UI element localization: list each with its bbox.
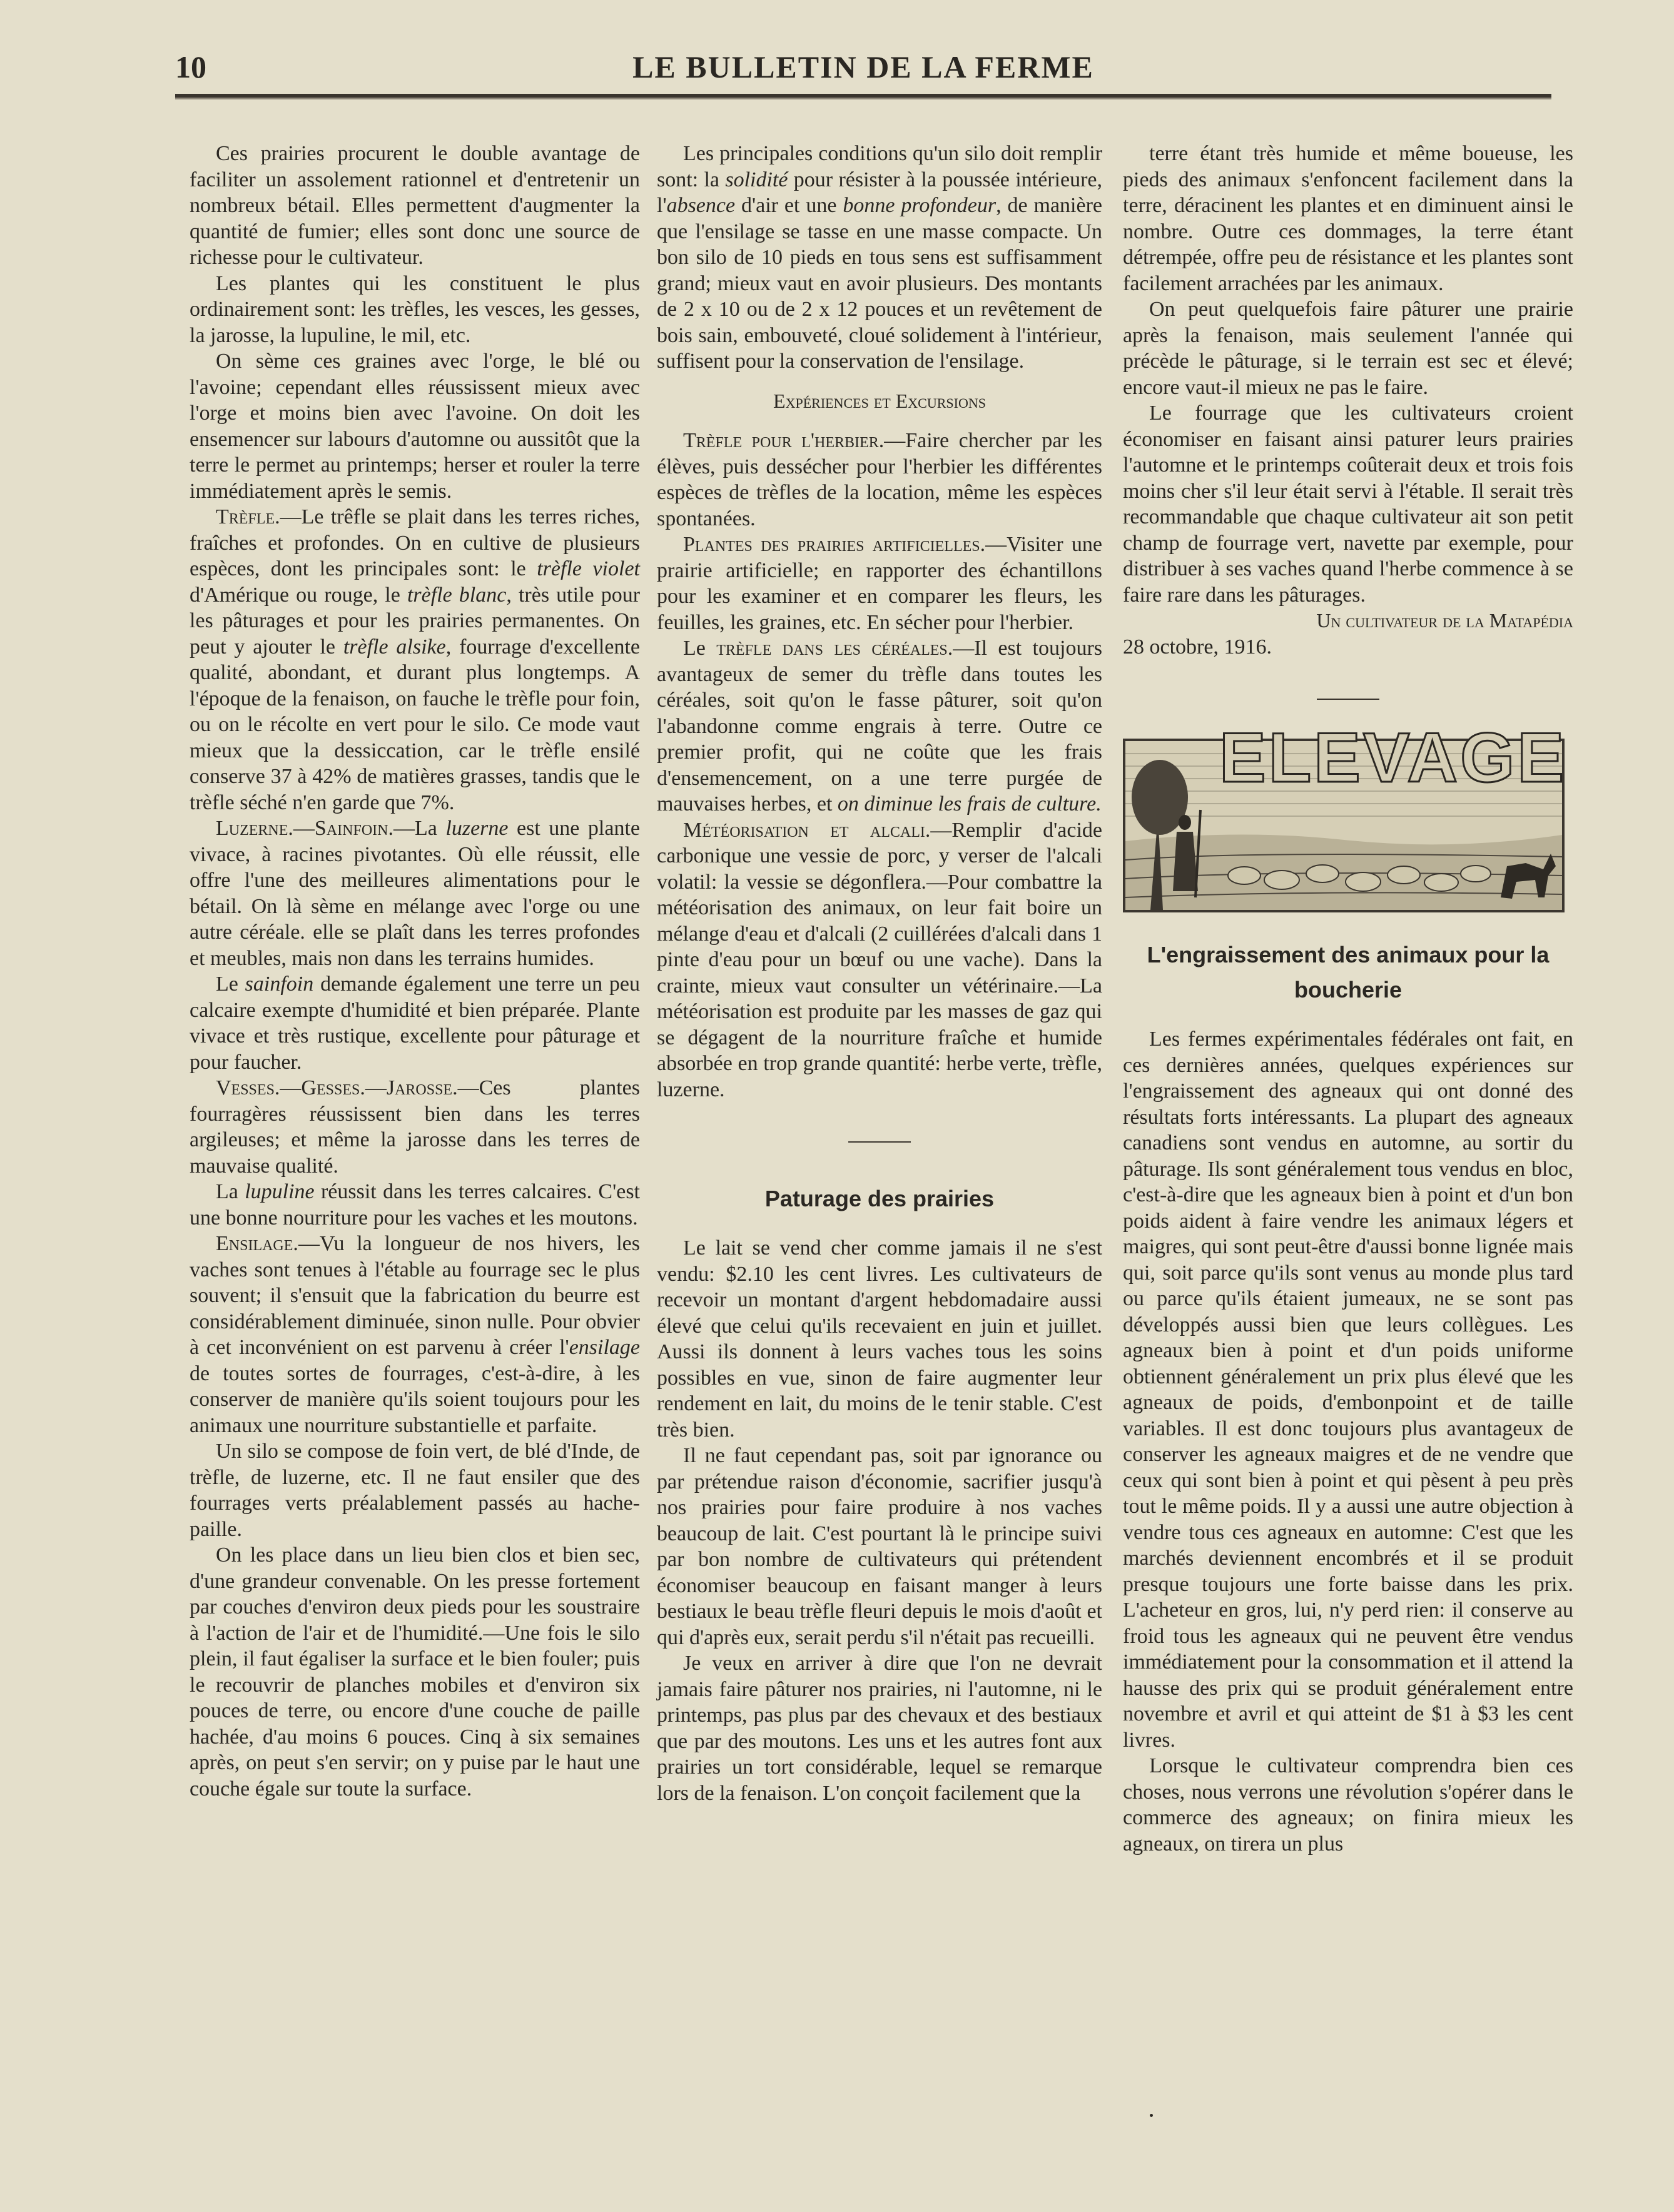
run-in-heading: Trèfle pour l'herbier.: [683, 429, 885, 452]
elevage-banner: [1123, 719, 1566, 912]
banner-title: ELEVAGE: [1219, 719, 1566, 797]
paragraph: terre étant très humide et même boueuse, les pieds des animaux s'enfoncent facilement dans la terre, déracinent les plantes et en diminuent ainsi le nombre. Outre ces dommages, la terre étant détrempée, offre peu de résistance et les plantes sont facilement arrachées par les animaux.: [1123, 142, 1573, 295]
paragraph-plantes: [657, 532, 1102, 635]
italic-term: luzerne: [445, 817, 509, 840]
paragraph: Le lait se vend cher comme jamais il ne s'est vendu: $2.10 les cent livres. Les cultivateurs de recevoir un montant d'argent hebdomadaire aussi élevé que celui qu'ils recevaient en juin et juillet. Aussi ils donnent à leurs vaches tous les soins possibles en vue, sinon de faire augmenter leur rendement en lait, du moins de le tenir stable. C'est très bien.: [657, 1236, 1102, 1442]
paragraph-luzerne: [190, 816, 640, 971]
article-title-paturage: Paturage des prairies: [764, 1186, 995, 1211]
section-divider: [1317, 699, 1379, 700]
text-run: de toutes sortes de fourrages, c'est-à-dire, à les conserver de manière qu'ils soient toujours pour les animaux une nourriture substantielle et parfaite.: [190, 1361, 640, 1437]
paragraph: Les fermes expérimentales fédérales ont fait, en ces dernières années, quelques expériences sur l'engraissement des agneaux qui ont donné des résultats forts intéressants. La plupart des agneaux canadiens sont vendus en automne, au sortir du pâturage. Ils sont généralement tous vendus en bloc, c'est-à-dire que les agneaux bien à point et d'un bon poids aident à faire vendre les animaux légers et maigres, qui sont peut-être d'aussi bonne lignée mais qui, soit parce qu'ils sont venus au monde plus tard ou parce qu'ils étaient jumeaux, ne se sont pas développés aussi bien que leurs collègues. Les agneaux bien à point et d'un poids uniforme obtiennent généralement un prix plus élevé que les agneaux de poids, d'embonpoint et de taille variables. Il est donc toujours plus avantageux de conserver les agneaux maigres et de ne vendre que ceux qui sont bien à point et qui pèsent à peu près tout le même poids. Il y a aussi une autre objection à vendre tous ces agneaux en automne: C'est que les marchés deviennent encombrés et il se produit presque toujours une forte baisse dans les prix. L'acheteur en gros, lui, n'y perd rien: il conserve au froid tous les agneaux qui ne peuvent être vendus immédiatement pour la consommation et il attend la hausse des prix qui se produit généralement entre novembre et avril et qui atteint de $1 à $3 les cent livres.: [1123, 1028, 1573, 1752]
run-in-heading: trèfle dans les céréales.: [716, 637, 953, 660]
text-run: —La: [393, 817, 446, 840]
italic-term: sainfoin: [245, 972, 314, 996]
paragraph-cereales: [657, 635, 1102, 817]
paragraph: Il ne faut cependant pas, soit par ignorance ou par prétendue raison d'économie, sacrifier jusqu'à nos prairies pour faire produire à nos vaches beaucoup de lait. C'est pourtant là le principe suivi par bon nombre de cultivateurs qui prétendent économiser beaucoup en faisant manger à leurs bestiaux le beau trèfle fleuri depuis le mois d'août et qui d'après eux, serait perdu s'il n'était pas recueilli.: [657, 1444, 1102, 1649]
italic-term: absence: [666, 194, 736, 217]
page-number: 10: [175, 49, 206, 84]
paragraph-herbier: [657, 428, 1102, 532]
paragraph: On les place dans un lieu bien clos et bien sec, d'une grandeur convenable. On les presse fortement par couches d'environ deux pieds pour les soustraire à l'action de l'air et de l'humidité.—Une fois le silo plein, il faut égaliser la surface et le bien fouler; puis le recouvrir de planches mobiles et d'environ six pouces de terre, ou encore d'une couche de paille hachée, d'au moins 6 pouces. Cinq à six semaines après, on peut s'en servir; on y puise par le haut une couche égale sur toute la surface.: [190, 1543, 640, 1800]
text-run: d'air et une: [735, 194, 843, 217]
paragraph-ensilage: [190, 1231, 640, 1438]
run-in-heading: Luzerne.—Sainfoin.: [216, 817, 393, 840]
text-run: pour résister à la poussée intérieure, l': [657, 168, 1102, 217]
column-3: [1123, 141, 1573, 1857]
paragraph-silo: [657, 141, 1102, 375]
text-run: réussit dans les terres calcaires. C'est une bonne nourriture pour les vaches et les moutons.: [190, 1180, 640, 1230]
run-in-heading: Trèfle.: [216, 505, 280, 528]
italic-term: trèfle alsike: [343, 635, 446, 659]
author-signature: Un cultivateur de la Matapédia: [1316, 609, 1573, 632]
italic-term: trèfle blanc: [407, 583, 507, 607]
running-title: LE BULLETIN DE LA FERME: [632, 49, 1094, 84]
paragraph: On sème ces graines avec l'orge, le blé ou l'avoine; cependant elles réussissent mieux avec l'orge et moins bien avec l'avoine. On doit les ensemencer sur labours d'automne ou aussitôt que la terre le permet au printemps; herser et rouler la terre immédiatement après le semis.: [190, 350, 640, 503]
text-run: —Faire chercher par les élèves, puis dessécher pour l'herbier les différentes espèces de trèfles de la location, même les espèces spontanées.: [657, 429, 1102, 530]
italic-term: ensilage: [569, 1336, 640, 1359]
text-run: —Il est toujours avantageux de semer du trèfle dans toutes les céréales, soit qu'on le fasse pâturer, soit qu'on l'abandonne comme engrais à terre. Outre ce premier profit, qui ne coûte que les frais d'ensemencement, on a une terre purgée de mauvaises herbes, et: [657, 637, 1103, 816]
paragraph-trefle: [190, 504, 640, 816]
text-run: , de manière que l'ensilage se tasse en une masse compacte. Un bon silo de 10 pieds en tous sens est suffisamment grand; mieux vaut en avoir plusieurs. Des montants de 2 x 10 ou de 2 x 12 pouces et un revêtement de bois sain, embouveté, cloué solidement à l'intérieur, suffisent pour la conservation de l'ensilage.: [657, 194, 1102, 373]
text-run: Le: [216, 972, 245, 996]
text-run: Le: [683, 637, 717, 660]
print-speck: [1150, 2114, 1153, 2117]
column-1: [190, 141, 640, 1802]
italic-term: lupuline: [245, 1180, 315, 1203]
paragraph-sainfoin: [190, 971, 640, 1075]
paragraph: Lorsque le cultivateur comprendra bien ces choses, nous verrons une révolution s'opérer dans le commerce des agneaux; on finira mieux les agneaux, on tirera un plus: [1123, 1754, 1573, 1856]
paragraph: On peut quelquefois faire pâturer une prairie après la fenaison, mais seulement l'année qui précède le pâturage, si le terrain est sec et élevé; encore vaut-il mieux ne pas le faire.: [1123, 298, 1573, 399]
article-date: 28 octobre, 1916.: [1123, 635, 1272, 659]
text-run: —Le trêfle se plait dans les terres riches, fraîches et profondes. On en cultive de plusieurs espèces, dont les principales sont: le: [190, 505, 640, 580]
article-title-engraissement: L'engraissement des animaux pour la boucherie: [1147, 942, 1550, 1002]
text-run: d'Amérique ou rouge, le: [190, 583, 407, 607]
paragraph: Ces prairies procurent le double avantage de faciliter un assolement rationnel et d'entretenir un nombreux bétail. Elles permettent d'augmenter la quantité de fumier; elles sont donc une source de richesse pour le cultivateur.: [190, 142, 640, 269]
text-run: —Visiter une prairie artificielle; en rapporter des échantillons pour les examiner et en comparer les fleurs, les feuilles, les graines, etc. En sécher pour l'herbier.: [657, 533, 1102, 634]
text-run: —Remplir d'acide carbonique une vessie de porc, y verser de l'alcali volatil: la vessie se dégonflera.—Pour combattre la météorisation des animaux, on leur fait boire un mélange d'eau et d'alcali (2 cuillérées d'alcali dans 1 pinte d'eau pour un bœuf ou une vache). Dans la crainte, mieux vaut consulter un vétérinaire.—La météorisation est produite par les masses de gaz qui se dégagent de la nourriture fraîche et humide absorbée en trop grande quantité: herbe verte, trèfle, luzerne.: [657, 818, 1102, 1101]
paragraph: Un silo se compose de foin vert, de blé d'Inde, de trèfle, de luzerne, etc. Il ne faut ensiler que des fourrages verts préalablement passés au hache-paille.: [190, 1440, 640, 1541]
italic-term: trèfle violet: [537, 557, 640, 580]
italic-term: on diminue les frais de culture.: [837, 792, 1102, 816]
section-subheading: Expériences et Excursions: [773, 389, 986, 412]
text-run: —Vu la longueur de nos hivers, les vaches sont tenues à l'étable au fourrage sec le plus souvent; il s'ensuit que la fabrication du beurre est considérablement diminuée, sinon nulle. Pour obvier à cet inconvénient on est parvenu à créer l': [190, 1232, 640, 1359]
paragraph-lupuline: [190, 1179, 640, 1231]
paragraph: Les plantes qui les constituent le plus ordinairement sont: les trèfles, les vesces, les gesses, la jarosse, la lupuline, le mil, etc.: [190, 271, 640, 347]
paragraph: Le fourrage que les cultivateurs croient économiser en faisant ainsi paturer leurs prairies l'automne et le printemps coûterait deux et trois fois moins cher s'il leur était servi à l'étable. Il serait très recommandable que chaque cultivateur ait son petit champ de fourrage vert, navette par exemple, pour distribuer à ses vaches quand l'herbe commence à se faire rare dans les pâturages.: [1123, 401, 1573, 607]
text-run: est une plante vivace, à racines pivotantes. Où elle réussit, elle offre l'une des meilleures alimentations pour le bétail. On là sème en mélange avec l'orge ou une autre céréale. elle se plaît dans les terres profondes et meubles, mais non dans les terrains humides.: [190, 817, 640, 970]
page-header: [175, 44, 1551, 94]
paragraph-vesses: [190, 1075, 640, 1179]
header-rule: [175, 94, 1551, 99]
paragraph: Je veux en arriver à dire que l'on ne devrait jamais faire pâturer nos prairies, ni l'automne, ni le printemps, pas plus par des chevaux et des bestiaux que par des moutons. Les uns et les autres font aux prairies un tort considérable, lequel se remarque lors de la fenaison. L'on conçoit facilement que la: [657, 1652, 1102, 1805]
italic-term: solidité: [725, 168, 788, 191]
run-in-heading: Météorisation et alcali.: [683, 818, 931, 842]
paragraph-meteorisation: [657, 817, 1102, 1103]
column-2: [657, 141, 1102, 1806]
text-run: La: [216, 1180, 245, 1203]
section-divider: [848, 1141, 911, 1143]
text-run: demande également une terre un peu calcaire exempte d'humidité et bien préparée. Plante vivace et très rustique, excellente pour pâturage et pour faucher.: [190, 972, 640, 1074]
text-run: —Ces plantes fourragères réussissent bien dans les terres argileuses; et même la jarosse dans les terres de mauvaise qualité.: [190, 1076, 640, 1178]
text-run: Les principales conditions qu'un silo doit remplir sont: la: [657, 142, 1102, 191]
italic-term: bonne profondeur: [843, 194, 997, 217]
text-run: , très utile pour les pâturages et pour les prairies permanentes. On peut y ajouter le: [190, 583, 641, 659]
run-in-heading: Ensilage.: [216, 1232, 298, 1255]
run-in-heading: Plantes des prairies artificielles.: [683, 533, 986, 556]
run-in-heading: Vesses.—Gesses.—Jarosse.: [216, 1076, 458, 1099]
text-run: , fourrage d'excellente qualité, abondant, et durant plus longtemps. A l'époque de la fenaison, on fauche le trèfle pour foin, ou on le récolte en vert pour le silo. Ce mode vaut mieux que la dessiccation, car le trèfle ensilé conserve 37 à 42% de matières grasses, tandis que le trèfle séché n'en garde que 7%.: [190, 635, 640, 814]
